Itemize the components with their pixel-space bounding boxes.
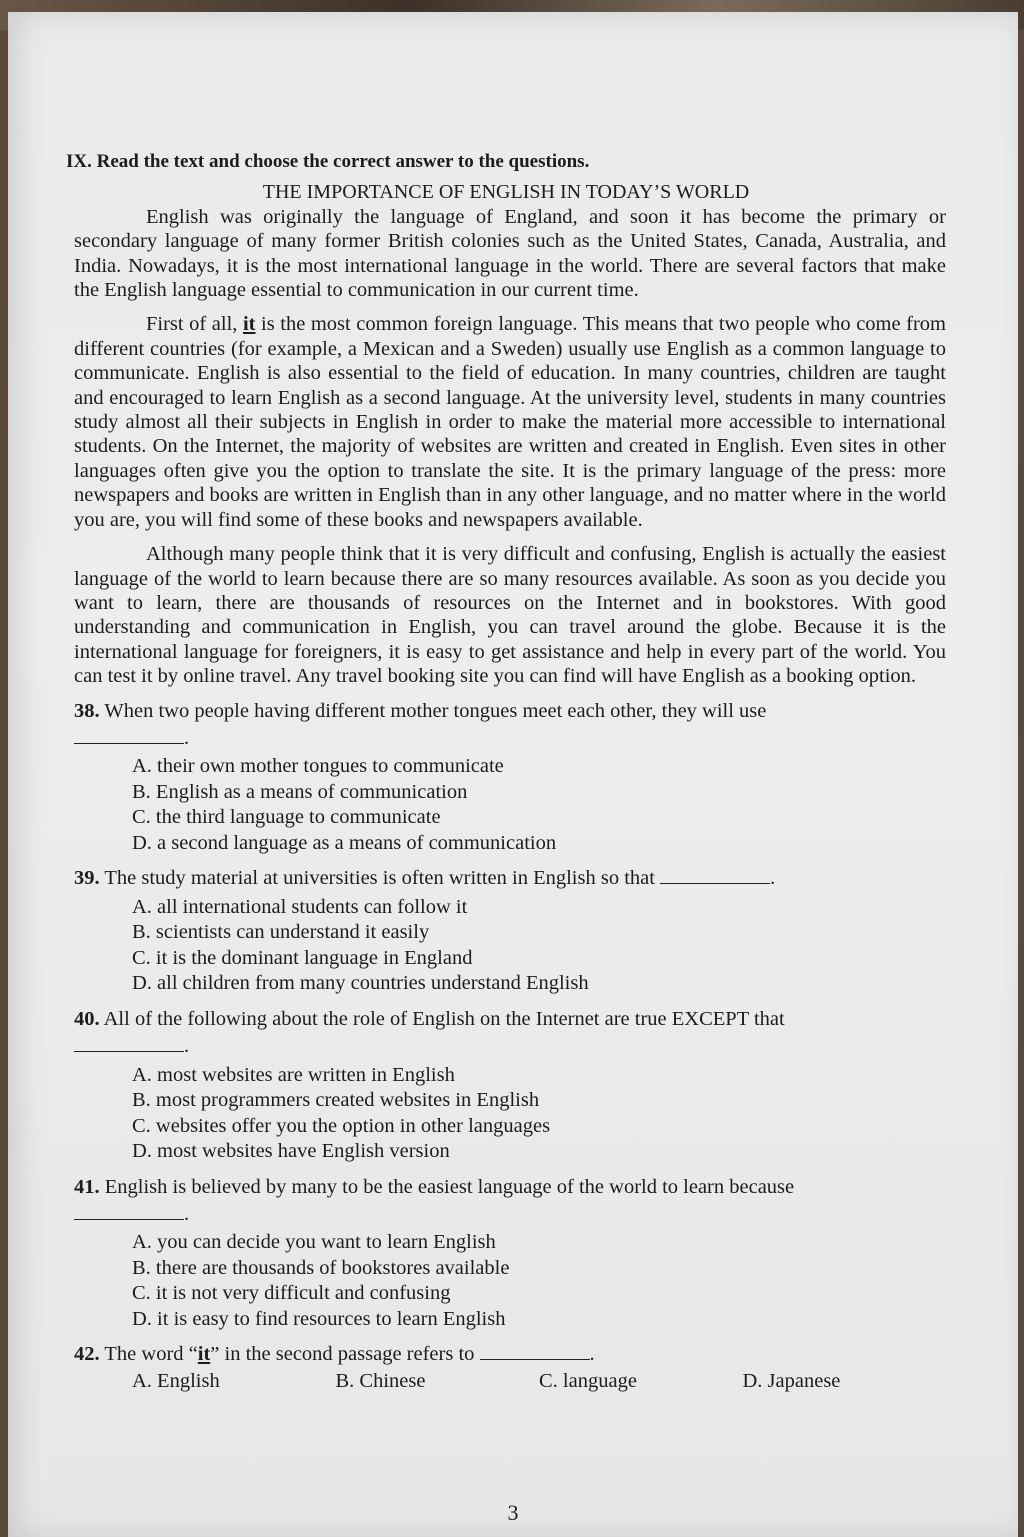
answer-blank	[74, 1203, 184, 1220]
option-c[interactable]: C. it is the dominant language in England	[132, 946, 473, 969]
option-d[interactable]: D. it is easy to find resources to learn English	[132, 1307, 506, 1330]
page-number: 3	[507, 1500, 519, 1525]
question-text: The study material at universities is often written in English so that	[104, 867, 655, 890]
options-39	[132, 895, 946, 997]
question-text: English is believed by many to be the easiest language of the world to learn because	[104, 1175, 795, 1198]
option-b[interactable]: B. there are thousands of bookstores available	[132, 1256, 510, 1279]
answer-blank	[74, 727, 184, 744]
option-c[interactable]: C. it is not very difficult and confusing	[132, 1282, 451, 1305]
question-number: 40.	[74, 1007, 100, 1030]
question-number: 42.	[74, 1343, 100, 1366]
option-c[interactable]: C. websites offer you the option in other languages	[132, 1114, 551, 1137]
option-b[interactable]: B. English as a means of communication	[132, 780, 468, 803]
p2-after: is the most common foreign language. This means that two people who come from different countries (for example, a Mexican and a Sweden) usually use English as a common language to communicate. English is also essential to the field of education. In many countries, children are taught and encouraged to learn English as a second language. At the university level, students in many countries study almost all their subjects in English in order to make the material more accessible to international students. On the Internet, the majority of websites are written and created in English. Even sites in other languages often give you the option to translate the site. It is the primary language of the press: more newspapers and books are written in English than in any other language, and no matter where in the world you are, you will find some of these books and newspapers available.	[74, 313, 946, 531]
question-number: 39.	[74, 867, 100, 890]
question-text: When two people having different mother tongues meet each other, they will use	[104, 699, 767, 722]
question-text-before: The word “	[104, 1343, 198, 1366]
option-b[interactable]: B. scientists can understand it easily	[132, 921, 430, 944]
p2-underlined-it: it	[242, 313, 256, 336]
question-text-after: ” in the second passage refers to	[210, 1343, 475, 1366]
option-a[interactable]: A. you can decide you want to learn English	[132, 1231, 496, 1254]
option-b[interactable]: B. most programmers created websites in English	[132, 1089, 540, 1112]
question-40: 40. All of the following about the role of English on the Internet are true EXCEPT that . A. most websites are written in English B. most programmers created websites in English C. websites offer you the option in other languages D. most websites have English version	[74, 1007, 946, 1165]
page-content	[66, 142, 946, 1394]
question-number: 38.	[74, 699, 100, 722]
option-c[interactable]: C. language	[539, 1369, 637, 1392]
passage-title: THE IMPORTANCE OF ENGLISH IN TODAY’S WORLD	[262, 181, 750, 204]
passage-paragraph-3: Although many people think that it is very difficult and confusing, English is actually the easiest language of the world to learn because there are so many resources available. As soon as you decide you want to learn, there are thousands of resources on the Internet and in bookstores. With good understanding and communication in English, you can travel around the globe. Because it is the international language for foreigners, it is easy to get assistance and help in every part of the world. You can test it by online travel. Any travel booking site you can find will have English as a booking option.	[74, 543, 946, 688]
passage-paragraph-2	[74, 312, 946, 532]
option-d[interactable]: D. most websites have English version	[132, 1140, 450, 1163]
option-d[interactable]: D. all children from many countries understand English	[132, 972, 589, 995]
answer-blank	[74, 1035, 184, 1052]
options-38	[132, 754, 946, 856]
option-c[interactable]: C. the third language to communicate	[132, 806, 441, 829]
p2-before: First of all,	[146, 313, 243, 336]
option-d[interactable]: D. Japanese	[742, 1369, 841, 1392]
options-40	[132, 1063, 946, 1165]
answer-blank	[660, 867, 770, 884]
exam-page	[8, 12, 1018, 1537]
question-number: 41.	[74, 1175, 100, 1198]
option-d[interactable]: D. a second language as a means of communication	[132, 831, 557, 854]
question-text: All of the following about the role of English on the Internet are true EXCEPT that	[103, 1007, 785, 1030]
options-42	[132, 1369, 946, 1395]
question-42: 42. The word “it” in the second passage refers to . A. English B. Chinese C. language D. Japanese	[74, 1342, 946, 1394]
question-underlined-it: it	[197, 1343, 211, 1366]
question-41: 41. English is believed by many to be the easiest language of the world to learn because . A. you can decide you want to learn English B. there are thousands of bookstores available C. it is not very difficult and confusing D. it is easy to find resources to learn English	[74, 1175, 946, 1333]
option-a[interactable]: A. their own mother tongues to communicate	[132, 755, 504, 778]
answer-blank	[480, 1343, 590, 1360]
options-41	[132, 1230, 946, 1332]
passage-paragraph-1: English was originally the language of England, and soon it has become the primary or secondary language of many former British colonies such as the United States, Canada, Australia, and India. Nowadays, it is the most international language in the world. There are several factors that make the English language essential to communication in our current time.	[74, 205, 946, 302]
section-heading: IX. Read the text and choose the correct answer to the questions.	[66, 151, 590, 172]
question-38: 38. When two people having different mother tongues meet each other, they will use . A. their own mother tongues to communicate B. English as a means of communication C. the third language to communicate D. a second language as a means of communication	[74, 699, 946, 857]
question-39: 39. The study material at universities is often written in English so that . A. all international students can follow it B. scientists can understand it easily C. it is the dominant language in England D. all children from many countries understand English	[74, 866, 946, 996]
option-b[interactable]: B. Chinese	[335, 1369, 426, 1392]
option-a[interactable]: A. English	[132, 1369, 220, 1392]
option-a[interactable]: A. most websites are written in English	[132, 1063, 455, 1086]
option-a[interactable]: A. all international students can follow it	[132, 895, 468, 918]
